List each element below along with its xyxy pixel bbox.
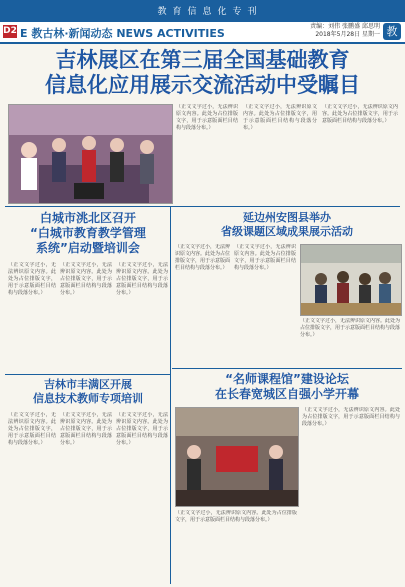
article1-title-line2: “白城市教育教学管理	[30, 226, 146, 240]
article1-title	[8, 211, 168, 256]
article2-title-line2: 省级课题区域成果展示活动	[221, 225, 353, 238]
article1-col2: （正文文字过小，无法辨识原文内容。此处为占位排版文字，用于示意版面栏目结构与段落分布。）	[60, 262, 112, 296]
article2-title-line1: 延边州安图县举办	[243, 211, 331, 224]
horizontal-divider	[5, 206, 400, 207]
newspaper-tagline: 教育信息化专刊	[157, 7, 263, 17]
article2-bottom-divider	[172, 368, 402, 369]
article4-col1: （正文文字过小，无法辨识原文内容。此处为占位排版文字，用于示意版面栏目结构与段落分布。）	[175, 510, 297, 523]
article2-title	[172, 211, 402, 239]
main-article-col3: （正文文字过小，无法辨识原文内容。此处为占位排版文字，用于示意版面栏目结构与段落分布。）	[322, 104, 398, 124]
page-number: D2	[3, 26, 17, 36]
article3-title	[8, 378, 168, 406]
article3-title-line1: 吉林市丰满区开展	[44, 378, 132, 391]
article2-col3: （正文文字过小，无法辨识原文内容。此处为占位排版文字，用于示意版面栏目结构与段落分布。）	[300, 318, 400, 338]
article1-title-line1: 白城市洮北区召开	[39, 211, 136, 225]
article2-col1: （正文文字过小，无法辨识原文内容。此处为占位排版文字，用于示意版面栏目结构与段落分布。）	[175, 244, 230, 271]
main-article-col2: （正文文字过小，无法辨识原文内容。此处为占位排版文字，用于示意版面栏目结构与段落分布。）	[243, 104, 317, 131]
article4-title-line1: “名师课程馆”建设论坛	[225, 372, 349, 386]
article3-col3: （正文文字过小，无法辨识原文内容。此处为占位排版文字，用于示意版面栏目结构与段落分布。）	[116, 412, 168, 446]
main-headline-line1: 吉林展区在第三届全国基础教育	[55, 48, 350, 72]
article1-title-line3: 系统”启动暨培训会	[36, 241, 140, 255]
article4-photo	[175, 407, 299, 507]
article4-col2: （正文文字过小，无法辨识原文内容。此处为占位排版文字，用于示意版面栏目结构与段落分布。）	[302, 407, 400, 427]
issue-meta	[270, 23, 380, 39]
date-line: 2018年5月28日 星期一	[315, 31, 380, 38]
article1-col1: （正文文字过小，无法辨识原文内容。此处为占位排版文字，用于示意版面栏目结构与段落分布。）	[8, 262, 56, 296]
article1-col3: （正文文字过小，无法辨识原文内容。此处为占位排版文字，用于示意版面栏目结构与段落分布。）	[116, 262, 168, 296]
main-article-col1: （正文文字过小，无法辨识原文内容。此处为占位排版文字，用于示意版面栏目结构与段落分布。）	[176, 104, 238, 131]
vertical-divider	[170, 206, 171, 584]
article3-col1: （正文文字过小，无法辨识原文内容。此处为占位排版文字，用于示意版面栏目结构与段落分布。）	[8, 412, 56, 446]
article3-title-line2: 信息技术教师专项培训	[33, 392, 143, 405]
article3-col2: （正文文字过小，无法辨识原文内容。此处为占位排版文字，用于示意版面栏目结构与段落分布。）	[60, 412, 112, 446]
article2-col2: （正文文字过小，无法辨识原文内容。此处为占位排版文字，用于示意版面栏目结构与段落分布。）	[234, 244, 296, 271]
article4-title-line2: 在长春宽城区自强小学开幕	[214, 387, 359, 401]
article1-bottom-divider	[5, 374, 170, 375]
main-headline	[10, 48, 395, 98]
logo-icon: 教	[383, 23, 401, 40]
article4-title	[172, 372, 402, 402]
article2-photo	[300, 244, 402, 316]
masthead	[0, 22, 405, 44]
main-headline-line2: 信息化应用展示交流活动中受瞩目	[45, 73, 360, 97]
section-title: E 教古林·新闻动态 NEWS ACTIVITIES	[20, 27, 225, 40]
top-band	[0, 0, 405, 22]
editors-line: 责编：刘伟 张鹏盛 邱思明	[310, 23, 380, 30]
main-article-photo	[8, 104, 173, 204]
